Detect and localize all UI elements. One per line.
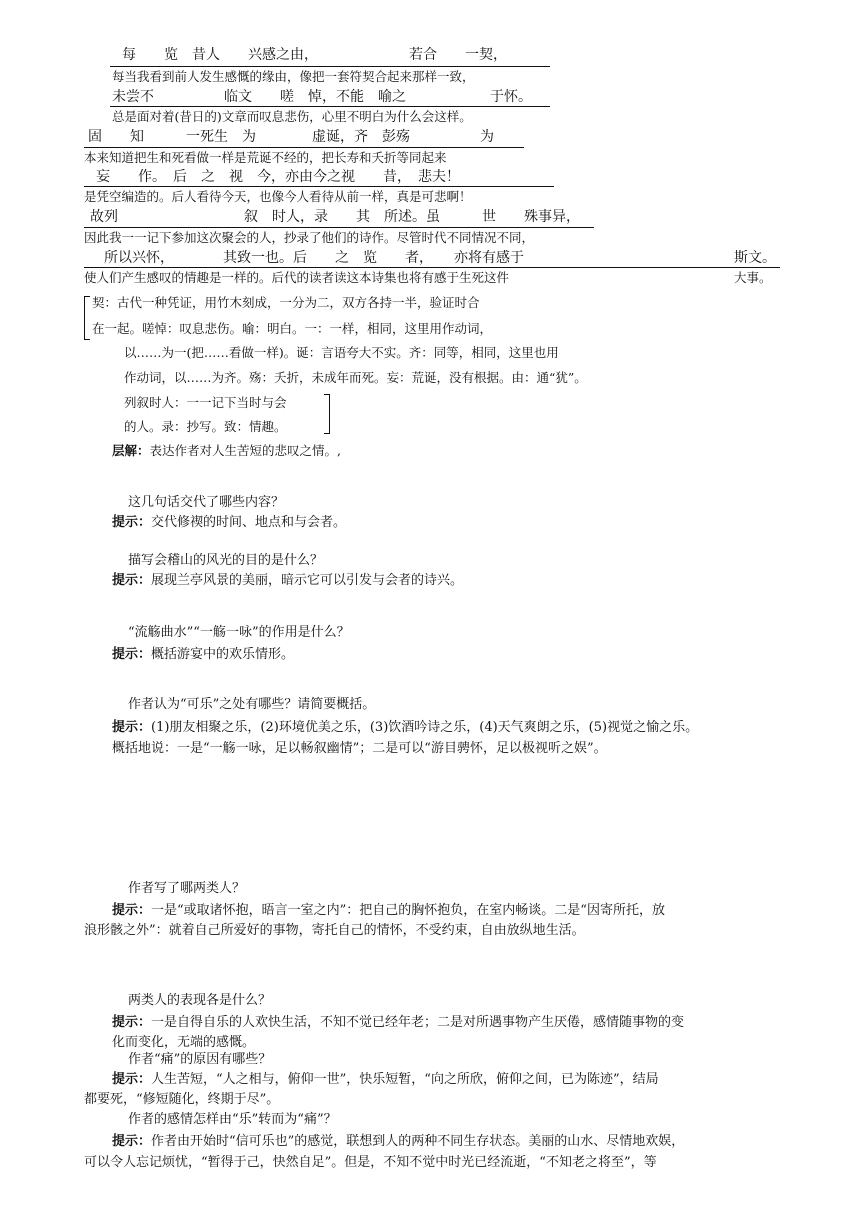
- hint-4: [112, 719, 698, 737]
- hint-label: 提示：: [112, 1072, 152, 1087]
- hint-text: 一是“或取诸怀抱，晤言一室之内”：把自己的胸怀抱负，在室内畅谈。二是“因寄所托，放: [151, 903, 665, 918]
- translation-line-2: 总是面对着(昔日的)文章而叹息悲伤，心里不明白为什么会这样。: [112, 109, 472, 124]
- layer-explanation: [112, 442, 341, 460]
- underline-4: [84, 186, 554, 187]
- translation-line-6b: 大事。: [734, 270, 772, 285]
- hint-text: 作者由开始时“信可乐也”的感觉，联想到人的两种不同生存状态。美丽的山水、尽情地欢娱，: [151, 1134, 685, 1149]
- question-8: 作者的感情怎样由“乐”转而为“痛”？: [128, 1112, 337, 1127]
- hint-6-continued: 化而变化，无端的感慨。: [112, 1035, 256, 1050]
- hint-label: 提示：: [112, 573, 152, 588]
- original-line-3: 固 知 一死生 为 虚诞，齐 彭殇 为: [88, 129, 494, 145]
- hint-2: [112, 572, 463, 590]
- hint-text: 人生苦短，“人之相与，俯仰一世”，快乐短暂，“向之所欣，俯仰之间，已为陈迹”，结局: [151, 1072, 659, 1087]
- note-line-3: 以……为一(把……看做一样)。诞：言语夸大不实。齐：同等，相同，这里也用: [124, 345, 559, 360]
- original-line-4: 妄 作。 后 之 视 今，亦由今之视 昔， 悲夫！: [96, 169, 460, 185]
- translation-line-4: 是凭空编造的。后人看待今天，也像今人看待从前一样，真是可悲啊！: [84, 189, 472, 204]
- hint-4-continued: 概括地说：一是“一觞一咏，足以畅叙幽情”；二是可以“游目骋怀，足以极视听之娱”。: [112, 741, 607, 756]
- translation-line-3: 本来知道把生和死看做一样是荒诞不经的，把长寿和夭折等同起来: [84, 150, 447, 165]
- hint-8: [112, 1133, 684, 1151]
- hint-7-continued: 都要死，“修短随化，终期于尽”。: [84, 1092, 280, 1107]
- underline-6: [84, 267, 780, 268]
- hint-label: 提示：: [112, 1134, 152, 1149]
- question-6: 两类人的表现各是什么？: [128, 993, 272, 1008]
- hint-label: 提示：: [112, 1015, 152, 1030]
- question-1: 这几句话交代了哪些内容？: [128, 495, 285, 510]
- note-line-1: 契：古代一种凭证，用竹木刻成，一分为二，双方各持一半，验证时合: [92, 295, 480, 310]
- underline-5: [84, 227, 594, 228]
- hint-3: [112, 646, 294, 664]
- hint-label: 提示：: [112, 515, 152, 530]
- question-5: 作者写了哪两类人？: [128, 881, 246, 896]
- hint-6: [112, 1014, 684, 1032]
- hint-label: 提示：: [112, 720, 152, 735]
- question-3: “流觞曲水”“一觞一咏”的作用是什么？: [128, 625, 350, 640]
- hint-5-continued: 浪形骸之外”：就着自己所爱好的事物，寄托自己的情怀，不受约束，自由放纵地生活。: [84, 923, 585, 938]
- layer-text: 表达作者对人生苦短的悲叹之情。,: [149, 443, 341, 458]
- translation-line-5: 因此我一一记下参加这次聚会的人，抄录了他们的诗作。尽管时代不同情况不同，: [84, 230, 535, 245]
- hint-7: [112, 1071, 659, 1089]
- note-line-4: 作动词，以……为齐。殇：夭折，未成年而死。妄：荒诞，没有根据。由：通“犹”。: [124, 370, 587, 385]
- note-line-5: 列叙时人：一一记下当时与会: [124, 395, 287, 410]
- hint-text: 交代修禊的时间、地点和与会者。: [151, 515, 347, 530]
- original-line-1: 每 览 昔人 兴感之由， 若合 一契，: [122, 47, 507, 63]
- hint-text: 概括游宴中的欢乐情形。: [151, 647, 295, 662]
- translation-line-1: 每当我看到前人发生感慨的缘由，像把一套符契合起来那样一致，: [112, 69, 475, 84]
- question-2: 描写会稽山的风光的目的是什么？: [128, 553, 324, 568]
- original-line-6b: 斯文。: [734, 250, 776, 266]
- hint-text: (1)朋友相聚之乐，(2)环境优美之乐，(3)饮酒吟诗之乐，(4)天气爽朗之乐，(5)视觉之愉之乐。: [151, 720, 699, 735]
- notes-bracket-left: [84, 296, 90, 340]
- hint-label: 提示：: [112, 647, 152, 662]
- hint-text: 展现兰亭风景的美丽，暗示它可以引发与会者的诗兴。: [151, 573, 464, 588]
- note-line-2: 在一起。嗟悼：叹息悲伤。喻：明白。一：一样，相同，这里用作动词，: [92, 321, 493, 336]
- original-line-5: 故列 叙 时人，录 其 所述。虽 世 殊事异，: [90, 209, 580, 225]
- hint-1: [112, 514, 346, 532]
- notes-bracket-right: [324, 394, 330, 434]
- note-line-6: 的人。录：抄写。致：情趣。: [124, 419, 287, 434]
- question-7: 作者“痛”的原因有哪些？: [128, 1052, 272, 1067]
- hint-5: [112, 902, 665, 920]
- layer-label: 层解：: [112, 443, 150, 458]
- underline-3: [84, 147, 524, 148]
- translation-line-6a: 使人们产生感叹的情趣是一样的。后代的读者读这本诗集也将有感于生死这件: [84, 270, 510, 285]
- underline-2: [110, 106, 550, 107]
- original-line-2: 未尝不 临文 嗟 悼，不能 喻之 于怀。: [112, 89, 532, 105]
- hint-text: 一是自得自乐的人欢快生活，不知不觉已经年老；二是对所遇事物产生厌倦，感情随事物的变: [151, 1015, 685, 1030]
- hint-label: 提示：: [112, 903, 152, 918]
- underline-1: [110, 66, 550, 67]
- original-line-6a: 所以兴怀， 其致一也。后 之 览 者， 亦将有感于: [104, 250, 524, 266]
- question-4: 作者认为“可乐”之处有哪些？请简要概括。: [128, 697, 376, 712]
- hint-8-continued: 可以令人忘记烦忧，“暂得于己，快然自足”。但是，不知不觉中时光已经流逝，“不知老之将至”，等: [84, 1155, 657, 1170]
